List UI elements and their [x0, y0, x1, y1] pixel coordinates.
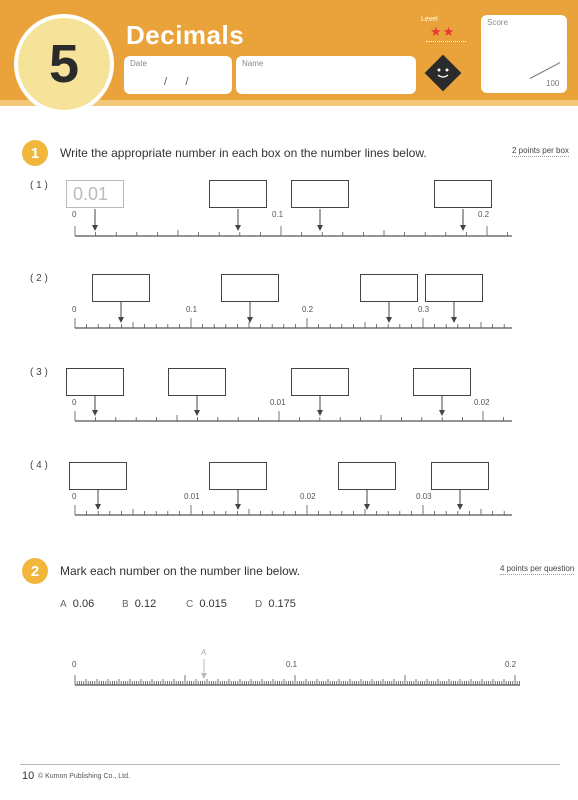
- tick-label: 0: [72, 305, 77, 314]
- item-d: D 0.175: [255, 598, 296, 610]
- item-c: C 0.015: [186, 598, 227, 610]
- tick-label: 0: [72, 210, 77, 219]
- section-1-number: 1: [22, 140, 48, 166]
- section-2-points: 4 points per question: [500, 564, 575, 573]
- tick-label: 0.3: [418, 305, 430, 314]
- section-1-instruction: Write the appropriate number in each box on the number lines below.: [60, 146, 427, 160]
- example-answer: 0.01: [73, 184, 109, 204]
- tick-label: 0.02: [474, 398, 490, 407]
- item-b: B 0.12: [122, 598, 157, 610]
- tick-label: 0.1: [272, 210, 284, 219]
- tick-label: 0.2: [302, 305, 314, 314]
- page-number: 10: [22, 770, 35, 782]
- tick-label: 0: [72, 660, 77, 669]
- tick-label: 0.1: [286, 660, 298, 669]
- item-a: A 0.06: [60, 598, 95, 610]
- copyright: © Kumon Publishing Co., Ltd.: [38, 773, 130, 780]
- tick-label: 0.01: [184, 492, 200, 501]
- section-2-instruction: Mark each number on the number line below.: [60, 564, 301, 578]
- level-stars: ★★: [430, 24, 456, 39]
- date-separators: / /: [164, 76, 189, 88]
- score-max: 100: [546, 79, 560, 88]
- footer-divider: [20, 764, 560, 765]
- tick-label: 0.03: [416, 492, 432, 501]
- date-label: Date: [130, 59, 147, 68]
- tick-label: 0.2: [505, 660, 517, 669]
- problem-1-label: ( 1 ): [30, 180, 48, 191]
- level-label: Level: [421, 16, 438, 23]
- section-2-number: 2: [22, 558, 48, 584]
- tick-label: 0.02: [300, 492, 316, 501]
- problem-4-label: ( 4 ): [30, 460, 48, 471]
- tick-label: 0.1: [186, 305, 198, 314]
- example-mark-letter: A: [201, 648, 207, 657]
- problem-3-label: ( 3 ): [30, 367, 48, 378]
- tick-label: 0.2: [478, 210, 490, 219]
- tick-label: 0: [72, 398, 77, 407]
- page-title: Decimals: [126, 20, 245, 50]
- section-1-points: 2 points per box: [512, 146, 569, 155]
- score-label: Score: [487, 18, 508, 27]
- unit-number: 5: [48, 34, 80, 94]
- tick-label: 0: [72, 492, 77, 501]
- tick-label: 0.01: [270, 398, 286, 407]
- name-label: Name: [242, 59, 264, 68]
- problem-2-label: ( 2 ): [30, 273, 48, 284]
